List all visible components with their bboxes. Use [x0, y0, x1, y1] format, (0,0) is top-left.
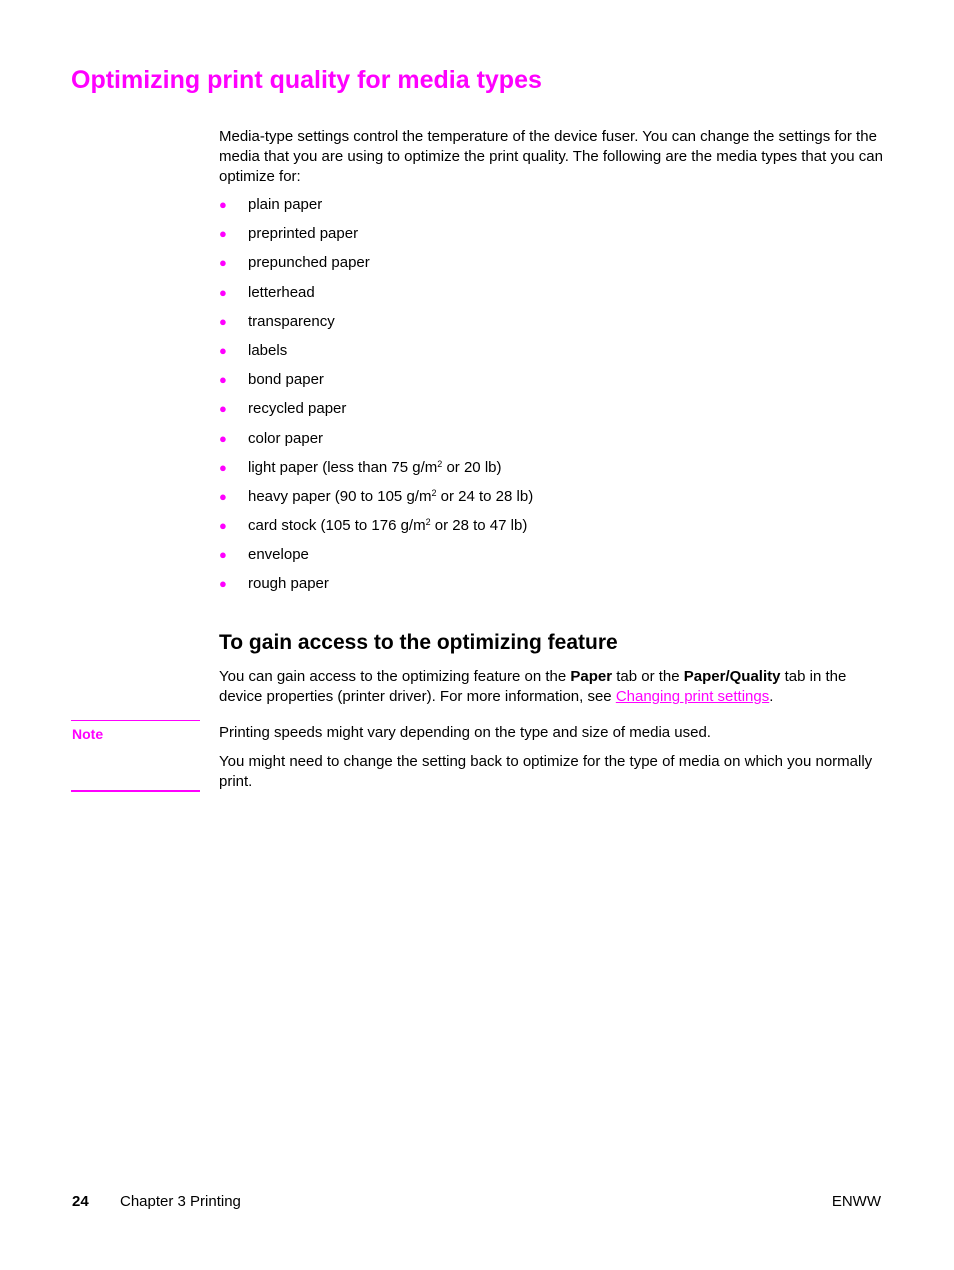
superscript: 2: [431, 487, 437, 498]
bullet-icon: ●: [219, 547, 227, 563]
bullet-icon: ●: [219, 284, 227, 300]
list-item: [219, 195, 533, 224]
list-item-text: bond paper: [248, 371, 324, 389]
list-item-text: plain paper: [248, 196, 323, 213]
media-type-list: [219, 195, 533, 604]
list-item-text: letterhead: [248, 283, 315, 301]
bullet-icon: ●: [219, 342, 227, 358]
bullet-icon: ●: [219, 313, 227, 329]
list-item-text: light paper (less than 75 g/m: [248, 458, 438, 476]
note-rule-top: [71, 720, 200, 721]
list-item-text-suffix: or 24 to 28 lb): [436, 487, 534, 505]
note-label: Note: [72, 726, 104, 742]
bullet-icon: ●: [219, 488, 227, 504]
access-paragraph: [219, 667, 889, 707]
page-title: Optimizing print quality for media types: [71, 66, 542, 94]
bullet-icon: ●: [219, 372, 227, 388]
bullet-icon: ●: [219, 255, 227, 271]
paper-quality-tab-name: Paper/Quality: [683, 668, 781, 685]
access-text-2: tab or the: [612, 668, 684, 685]
list-item: [219, 341, 533, 370]
note-text-2: You might need to change the setting back to optimize for the type of media on which you normally print.: [219, 753, 873, 790]
list-item-text-suffix: or 28 to 47 lb): [430, 517, 528, 535]
list-item-text: envelope: [248, 546, 309, 564]
footer-chapter: Chapter 3 Printing: [120, 1193, 241, 1210]
list-item-text: card stock (105 to 176 g/m: [248, 517, 426, 535]
list-item: [219, 429, 533, 458]
bullet-icon: ●: [219, 576, 227, 592]
list-item-text: rough paper: [248, 575, 329, 593]
list-item: [219, 574, 533, 603]
list-item-text: labels: [248, 341, 288, 359]
changing-print-settings-link[interactable]: Changing print settings: [615, 688, 770, 705]
list-item-text: recycled paper: [248, 400, 347, 418]
superscript: 2: [425, 517, 431, 528]
bullet-icon: ●: [219, 226, 227, 242]
list-item: [219, 516, 533, 545]
section-heading: To gain access to the optimizing feature: [219, 631, 618, 654]
superscript: 2: [437, 458, 443, 469]
note-rule-bottom: [71, 790, 200, 792]
paper-tab-name: Paper: [570, 668, 613, 685]
list-item: [219, 312, 533, 341]
list-item: [219, 224, 533, 253]
bullet-icon: ●: [219, 430, 227, 446]
bullet-icon: ●: [219, 401, 227, 417]
list-item: [219, 545, 533, 574]
list-item-text: heavy paper (90 to 105 g/m: [248, 487, 432, 505]
bullet-icon: ●: [219, 459, 227, 475]
list-item-text-suffix: or 20 lb): [442, 458, 502, 476]
list-item-text: prepunched paper: [248, 254, 370, 272]
access-text-3: tab in the device properties (printer driver). For more information, see: [219, 668, 847, 705]
list-item: [219, 253, 533, 282]
list-item: [219, 399, 533, 428]
list-item: [219, 370, 533, 399]
list-item-text: color paper: [248, 429, 324, 447]
list-item-text: transparency: [248, 312, 335, 330]
access-text-4: .: [769, 688, 774, 705]
bullet-icon: ●: [219, 518, 227, 534]
access-text-1: You can gain access to the optimizing feature on the: [219, 668, 571, 685]
list-item: [219, 487, 533, 516]
bullet-icon: ●: [219, 197, 227, 212]
footer-page-number: 24: [72, 1193, 89, 1210]
list-item: [219, 458, 533, 487]
note-text-1: Printing speeds might vary depending on the type and size of media used.: [219, 724, 711, 741]
list-item: [219, 283, 533, 312]
intro-paragraph: Media-type settings control the temperature of the device fuser. You can change the settings for the media that you are using to optimize the print quality. The following are the media types that you can optimize for:: [219, 128, 883, 185]
list-item-text: preprinted paper: [248, 225, 359, 243]
footer-enww: ENWW: [831, 1193, 881, 1210]
